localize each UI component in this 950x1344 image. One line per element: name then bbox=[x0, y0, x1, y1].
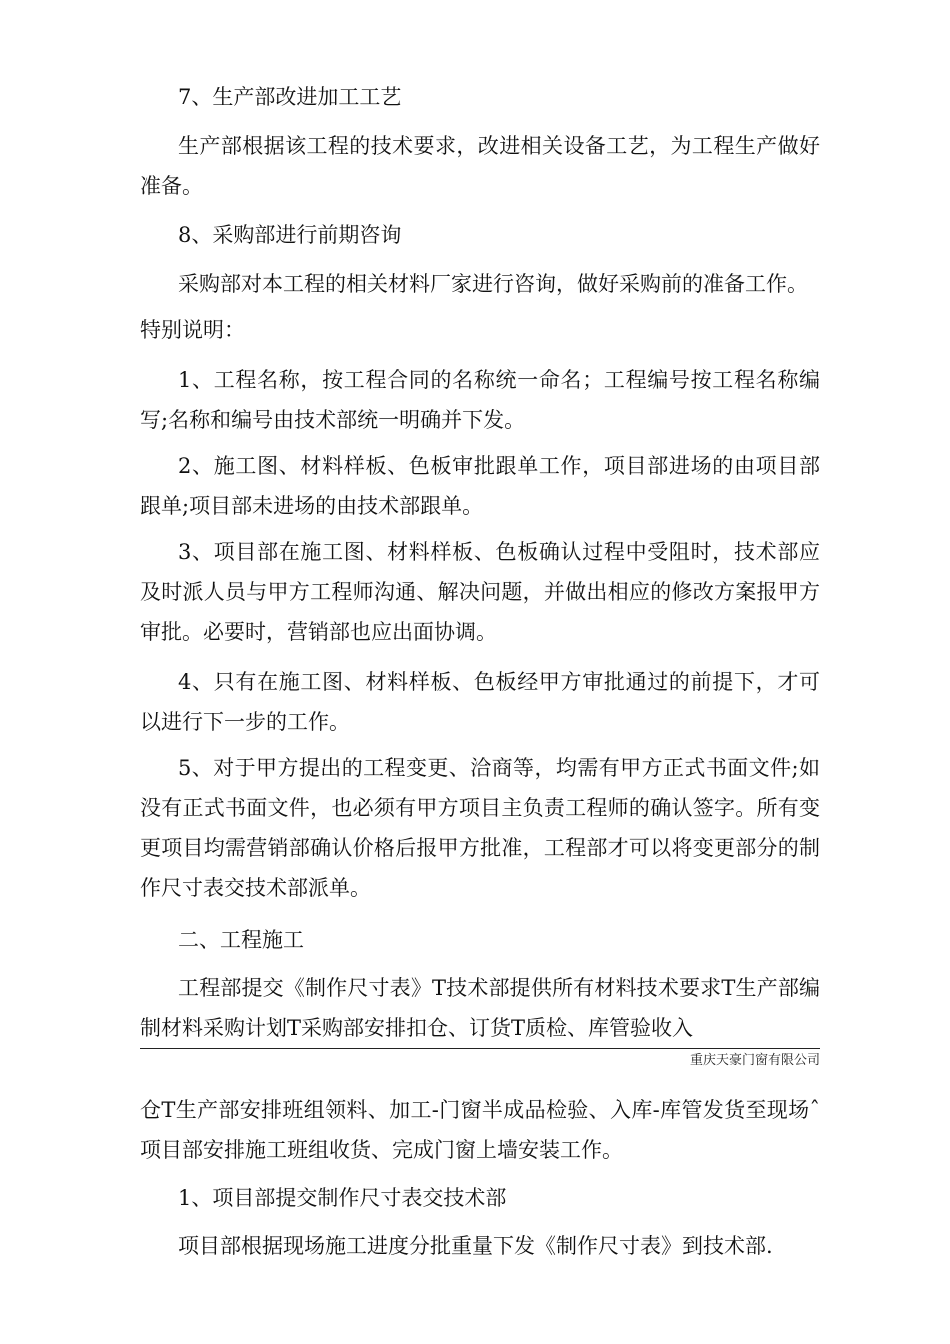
paragraph: 采购部对本工程的相关材料厂家进行咨询，做好采购前的准备工作。 bbox=[178, 272, 808, 296]
footer-company-name: 重庆天豪门窗有限公司 bbox=[689, 1053, 820, 1068]
paragraph: 5、对于甲方提出的工程变更、洽商等，均需有甲方正式书面文件;如没有正式书面文件，也必须有甲方项目主负责工程师的确认签字。所有变更项目均需营销部确认价格后报甲方批准，工程部才可以将变更部分的制作尺寸表交技术部派单。 bbox=[140, 756, 820, 900]
paragraph: 3、项目部在施工图、材料样板、色板确认过程中受阻时，技术部应及时派人员与甲方工程师沟通、解决问题，并做出相应的修改方案报甲方审批。必要时，营销部也应出面协调。 bbox=[140, 540, 820, 644]
paragraph: 7、生产部改进加工工艺 bbox=[178, 85, 402, 109]
paragraph: 2、施工图、材料样板、色板审批跟单工作，项目部进场的由项目部跟单;项目部未进场的由技术部跟单。 bbox=[140, 454, 820, 518]
paragraph: 工程部提交《制作尺寸表》T技术部提供所有材料技术要求T生产部编制材料采购计划T采购部安排扣仓、订货T质检、库管验收入 bbox=[140, 976, 820, 1040]
paragraph: 项目部根据现场施工进度分批重量下发《制作尺寸表》到技术部. bbox=[178, 1234, 773, 1258]
paragraph: 特别说明： bbox=[140, 318, 245, 342]
paragraph: 1、项目部提交制作尺寸表交技术部 bbox=[178, 1186, 507, 1210]
paragraph: 4、只有在施工图、材料样板、色板经甲方审批通过的前提下，才可以进行下一步的工作。 bbox=[140, 670, 820, 734]
paragraph: 仓T生产部安排班组领料、加工-门窗半成品检验、入库-库管发货至现场ˆ项目部安排施工班组收货、完成门窗上墙安装工作。 bbox=[140, 1098, 820, 1162]
paragraph: 1、工程名称，按工程合同的名称统一命名；工程编号按工程名称编写;名称和编号由技术部统一明确并下发。 bbox=[140, 368, 820, 432]
paragraph: 8、采购部进行前期咨询 bbox=[178, 223, 402, 247]
footer-divider bbox=[140, 1048, 820, 1049]
paragraph: 生产部根据该工程的技术要求，改进相关设备工艺，为工程生产做好准备。 bbox=[140, 134, 820, 198]
paragraph: 二、工程施工 bbox=[178, 928, 304, 952]
